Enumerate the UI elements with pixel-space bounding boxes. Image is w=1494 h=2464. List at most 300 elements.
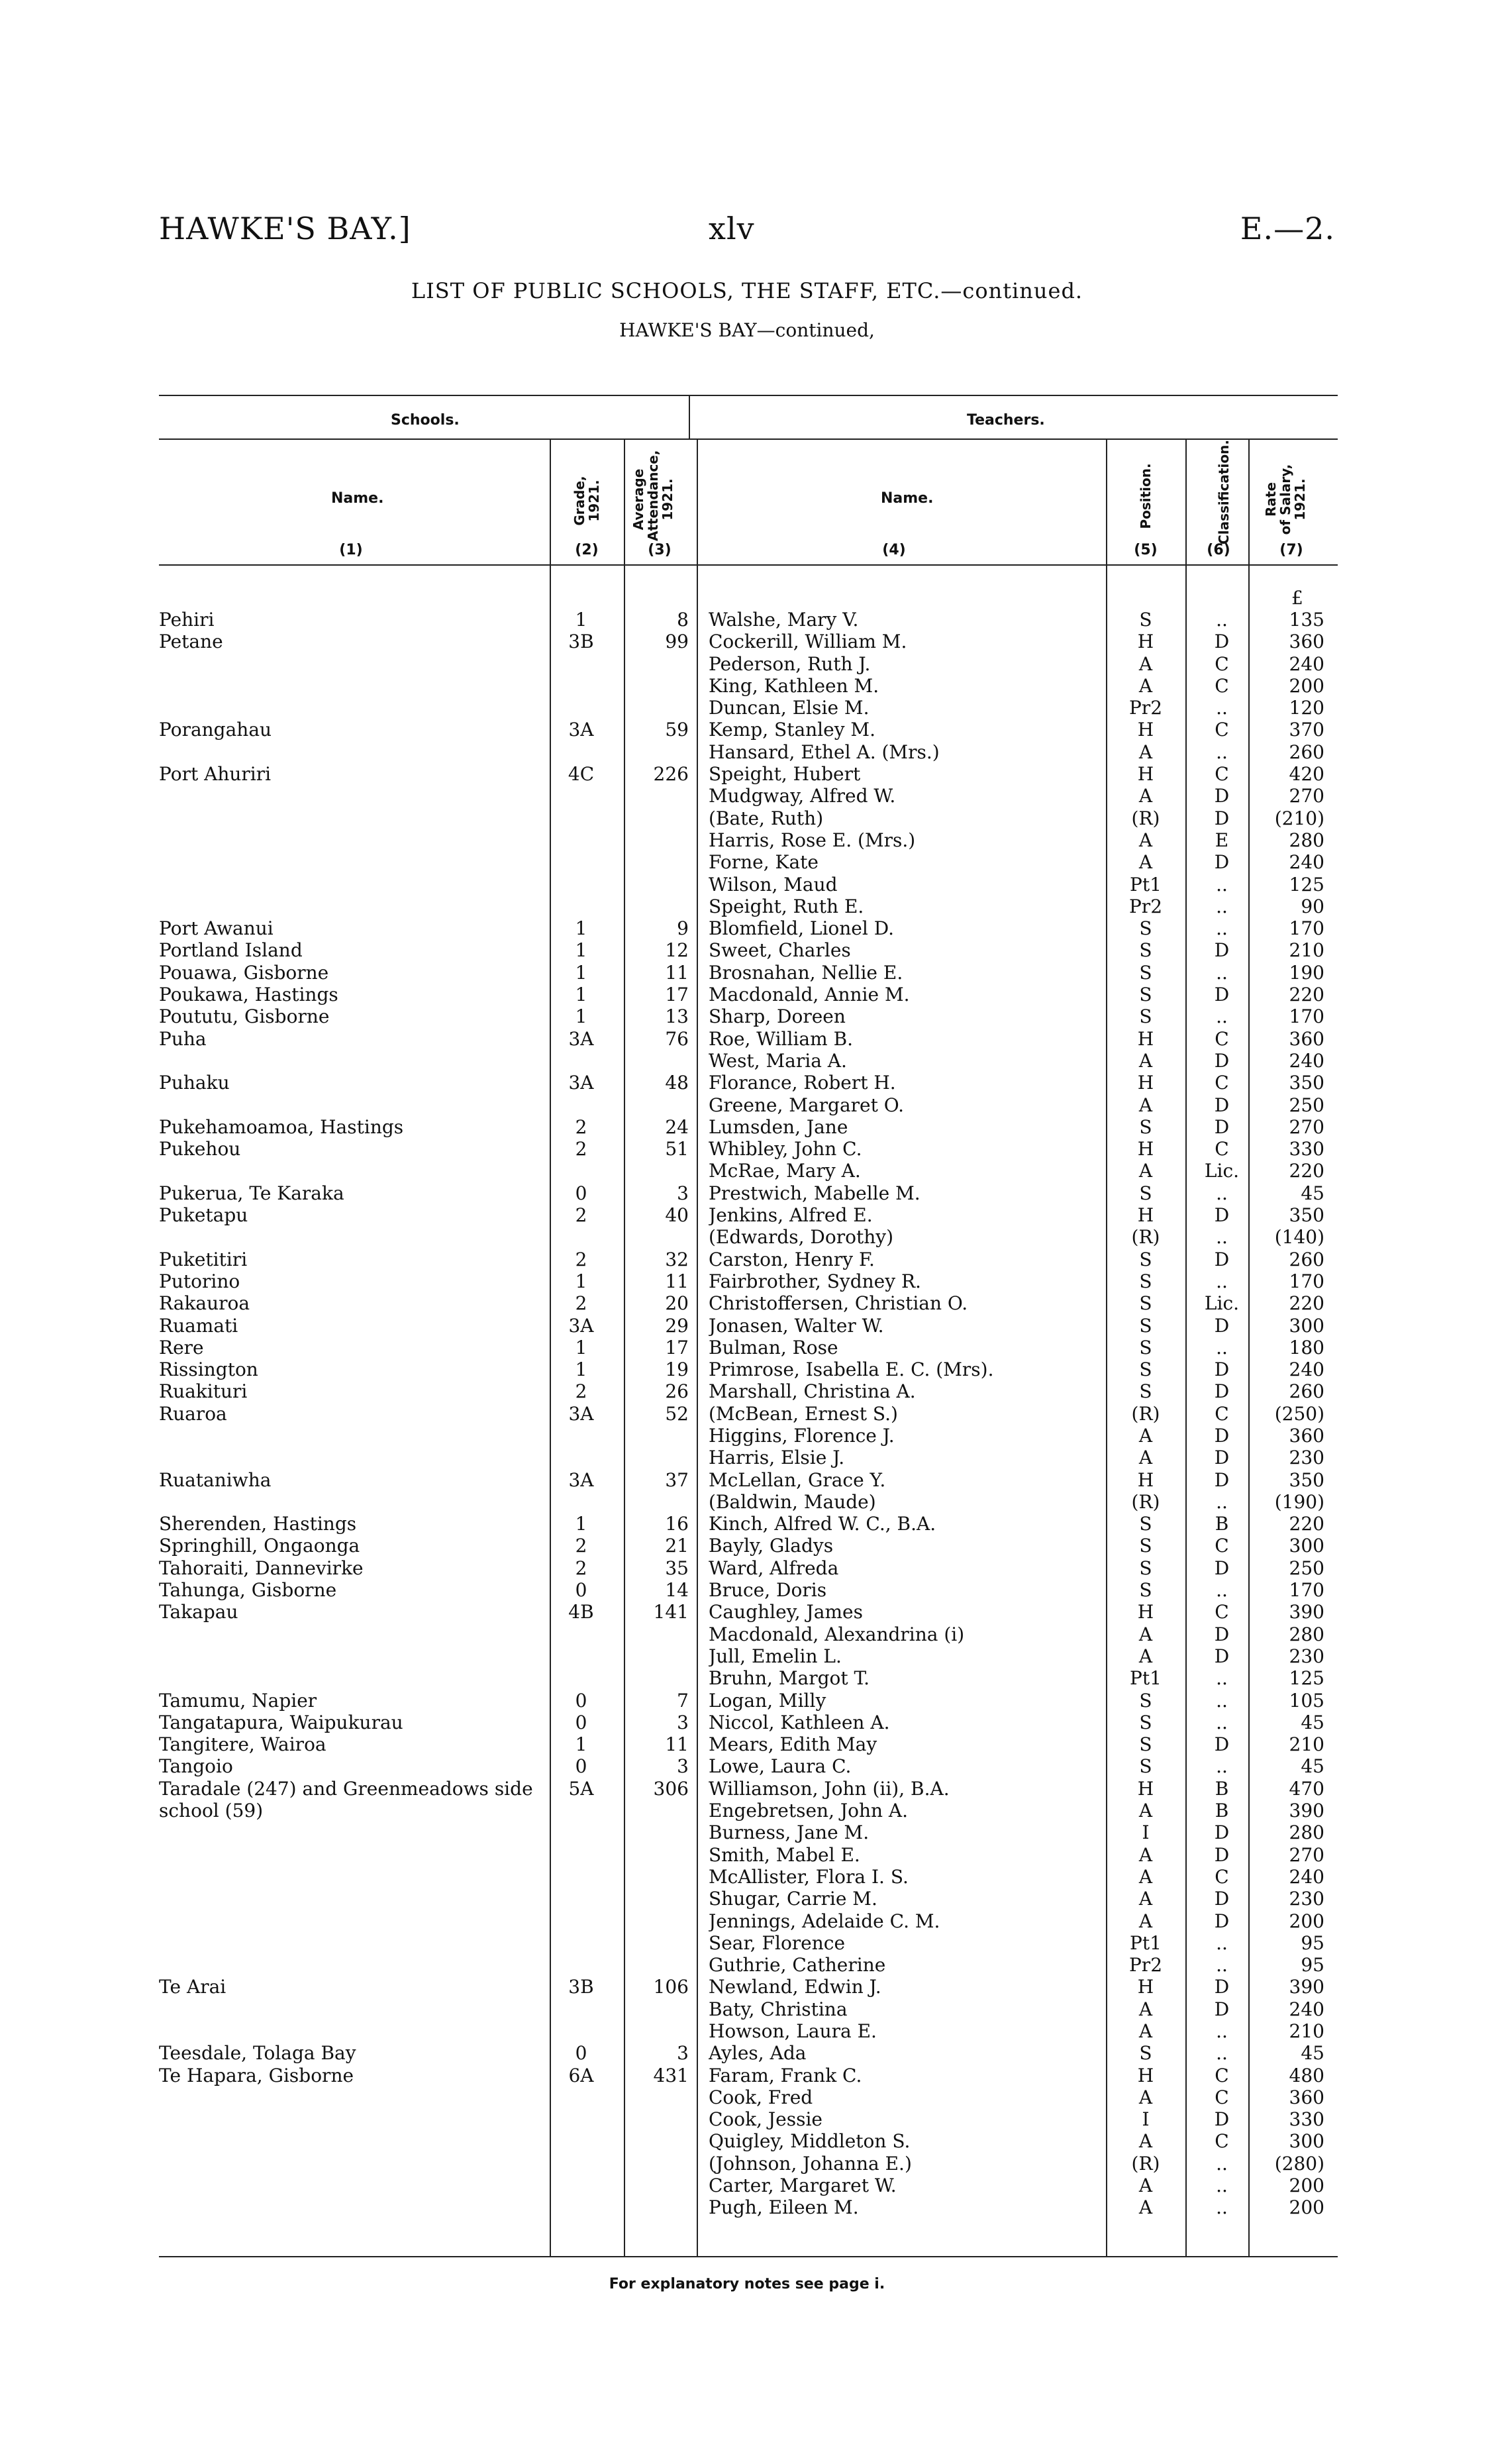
classification: B <box>1215 1513 1229 1535</box>
table-row <box>159 1380 1338 1402</box>
table-row <box>159 1138 1338 1160</box>
salary: 280 <box>1289 1822 1324 1844</box>
attendance: 16 <box>665 1513 689 1535</box>
grade: 2 <box>575 1248 587 1270</box>
attendance: 431 <box>653 2064 689 2086</box>
table-top-rule <box>159 395 1338 396</box>
classification: B <box>1215 1800 1229 1822</box>
grade: 2 <box>575 1380 587 1403</box>
grade: 1 <box>575 1359 587 1381</box>
attendance: 3 <box>677 1755 689 1778</box>
teacher-name: Greene, Margaret O. <box>709 1094 904 1116</box>
position: A <box>1138 2196 1153 2219</box>
col-heading-grade: Grade, 1921. <box>572 476 602 526</box>
table-row <box>159 1226 1338 1248</box>
salary: 240 <box>1289 851 1324 874</box>
attendance: 52 <box>665 1402 689 1425</box>
salary: 300 <box>1289 2130 1324 2153</box>
attendance: 11 <box>665 1270 689 1292</box>
teacher-name: Christoffersen, Christian O. <box>709 1292 968 1315</box>
attendance: 14 <box>665 1579 689 1602</box>
classification: D <box>1214 1822 1230 1844</box>
salary: 280 <box>1289 829 1324 851</box>
grade: 3A <box>568 1314 594 1337</box>
position: A <box>1138 1424 1153 1447</box>
position: H <box>1137 2064 1154 2086</box>
position: A <box>1138 2175 1153 2197</box>
salary: 230 <box>1289 1888 1324 1910</box>
teacher-name: Higgins, Florence J. <box>709 1424 895 1447</box>
table-bottom-rule <box>159 2256 1338 2257</box>
table-row <box>159 939 1338 961</box>
position: H <box>1137 1204 1154 1227</box>
col-heading-classification: Classification. <box>1216 440 1232 544</box>
table-row <box>159 609 1338 631</box>
teacher-name: (Edwards, Dorothy) <box>709 1226 894 1249</box>
school-name: Taradale (247) and Greenmeadows side <box>159 1777 533 1800</box>
position: H <box>1137 719 1154 741</box>
salary: 210 <box>1289 1733 1324 1756</box>
grade: 3B <box>568 631 594 653</box>
attendance: 17 <box>665 984 689 1006</box>
salary: 220 <box>1289 984 1324 1006</box>
school-name: school (59) <box>159 1800 264 1822</box>
position: A <box>1138 741 1153 763</box>
teacher-name: Duncan, Elsie M. <box>709 697 870 719</box>
table-row <box>159 1601 1338 1623</box>
teacher-name: (McBean, Ernest S.) <box>709 1402 898 1425</box>
salary: 350 <box>1289 1468 1324 1491</box>
position: (R) <box>1131 1226 1160 1249</box>
col-heading-position: Position. <box>1138 463 1154 529</box>
table-row <box>159 984 1338 1005</box>
table-row <box>159 1447 1338 1468</box>
table-body <box>159 609 1338 2219</box>
table-row <box>159 2130 1338 2152</box>
classification: C <box>1215 719 1229 741</box>
table-row <box>159 1359 1338 1380</box>
table-row <box>159 1513 1338 1535</box>
school-name: Sherenden, Hastings <box>159 1513 357 1535</box>
footer-note: For explanatory notes see page i. <box>609 2276 885 2292</box>
grade: 1 <box>575 1005 587 1028</box>
attendance: 29 <box>665 1314 689 1337</box>
salary: 170 <box>1289 917 1324 940</box>
position: A <box>1138 1160 1153 1182</box>
school-name: Port Awanui <box>159 917 274 940</box>
salary: (280) <box>1274 2152 1324 2175</box>
salary: 125 <box>1289 1667 1324 1690</box>
classification: C <box>1215 1072 1229 1094</box>
table-row <box>159 697 1338 719</box>
salary: 45 <box>1301 1182 1324 1204</box>
teacher-name: Cockerill, William M. <box>709 631 907 653</box>
school-name: Puha <box>159 1027 207 1050</box>
classification: D <box>1214 2108 1230 2131</box>
attendance: 306 <box>653 1777 689 1800</box>
teacher-name: (Johnson, Johanna E.) <box>709 2152 912 2175</box>
salary: 240 <box>1289 1049 1324 1072</box>
attendance: 35 <box>665 1557 689 1579</box>
table-row <box>159 631 1338 652</box>
classification: D <box>1214 1204 1230 1227</box>
salary: 270 <box>1289 785 1324 807</box>
classification: .. <box>1216 961 1228 984</box>
table-row <box>159 896 1338 917</box>
position: I <box>1142 1822 1150 1844</box>
position: (R) <box>1131 1402 1160 1425</box>
currency-symbol: £ <box>1291 587 1303 609</box>
classification: D <box>1214 1447 1230 1469</box>
table-row <box>159 1998 1338 2020</box>
page-title: LIST OF PUBLIC SCHOOLS, THE STAFF, ETC.—continued. <box>411 278 1083 303</box>
salary: 170 <box>1289 1005 1324 1028</box>
classification: D <box>1214 1910 1230 1932</box>
grade: 0 <box>575 1689 587 1712</box>
school-name: Petane <box>159 631 223 653</box>
col-number-4: (4) <box>882 542 906 558</box>
col-number-7: (7) <box>1279 542 1303 558</box>
teacher-name: Wilson, Maud <box>709 873 838 896</box>
table-row <box>159 1315 1338 1337</box>
grade: 1 <box>575 939 587 962</box>
classification: D <box>1214 1645 1230 1667</box>
teacher-name: Lowe, Laura C. <box>709 1755 852 1778</box>
classification: C <box>1215 1138 1229 1160</box>
teacher-name: Sweet, Charles <box>709 939 851 962</box>
salary: 200 <box>1289 2175 1324 2197</box>
salary: 360 <box>1289 1424 1324 1447</box>
classification: D <box>1214 807 1230 829</box>
table-row <box>159 1403 1338 1425</box>
table-row <box>159 1623 1338 1645</box>
classification: .. <box>1216 1226 1228 1249</box>
attendance: 226 <box>653 763 689 786</box>
salary: 270 <box>1289 1115 1324 1138</box>
teacher-name: Niccol, Kathleen A. <box>709 1711 890 1733</box>
classification: .. <box>1216 1336 1228 1359</box>
position: S <box>1139 1380 1152 1403</box>
school-name: Ruataniwha <box>159 1468 272 1491</box>
position: Pt1 <box>1130 1931 1162 1954</box>
salary: 230 <box>1289 1447 1324 1469</box>
salary: 260 <box>1289 1248 1324 1270</box>
position: Pr2 <box>1128 895 1163 917</box>
classification: D <box>1214 1888 1230 1910</box>
classification: .. <box>1216 609 1228 631</box>
classification: D <box>1214 1314 1230 1337</box>
salary: 125 <box>1289 873 1324 896</box>
teacher-name: Carston, Henry F. <box>709 1248 875 1270</box>
grade: 1 <box>575 1336 587 1359</box>
teacher-name: Blomfield, Lionel D. <box>709 917 895 940</box>
salary: 390 <box>1289 1601 1324 1623</box>
teacher-name: Quigley, Middleton S. <box>709 2130 911 2153</box>
position: H <box>1137 1976 1154 1998</box>
grade: 1 <box>575 1270 587 1292</box>
grade: 1 <box>575 961 587 984</box>
grade: 1 <box>575 984 587 1006</box>
col-number-3: (3) <box>648 542 672 558</box>
salary: 360 <box>1289 1027 1324 1050</box>
attendance: 24 <box>665 1115 689 1138</box>
table-row <box>159 1270 1338 1292</box>
teacher-name: Ayles, Ada <box>709 2042 807 2065</box>
teacher-name: Jenkins, Alfred E. <box>709 1204 873 1227</box>
grade: 2 <box>575 1115 587 1138</box>
teacher-name: Macdonald, Annie M. <box>709 984 910 1006</box>
table-row <box>159 1888 1338 1910</box>
school-name: Poukawa, Hastings <box>159 984 338 1006</box>
position: S <box>1139 1535 1152 1557</box>
teacher-name: Guthrie, Catherine <box>709 1954 886 1976</box>
teacher-name: Jonasen, Walter W. <box>709 1314 884 1337</box>
teacher-name: Logan, Milly <box>709 1689 826 1712</box>
table-row <box>159 1249 1338 1270</box>
position: S <box>1139 1292 1152 1315</box>
position: (R) <box>1131 807 1160 829</box>
teacher-name: Smith, Mabel E. <box>709 1843 860 1866</box>
table-row <box>159 1844 1338 1866</box>
position: A <box>1138 1800 1153 1822</box>
classification: .. <box>1216 1931 1228 1954</box>
salary: 390 <box>1289 1800 1324 1822</box>
grade: 3A <box>568 1072 594 1094</box>
grade: 3A <box>568 719 594 741</box>
table-row <box>159 1028 1338 1050</box>
table-row <box>159 719 1338 741</box>
table-row <box>159 1778 1338 1800</box>
teacher-name: Speight, Hubert <box>709 763 861 786</box>
teacher-name: Whibley, John C. <box>709 1138 862 1160</box>
teacher-name: Walshe, Mary V. <box>709 609 859 631</box>
position: S <box>1139 1336 1152 1359</box>
teacher-name: Carter, Margaret W. <box>709 2175 897 2197</box>
table-row <box>159 1204 1338 1226</box>
classification: .. <box>1216 1755 1228 1778</box>
attendance: 20 <box>665 1292 689 1315</box>
table-row <box>159 1645 1338 1667</box>
teacher-name: McLellan, Grace Y. <box>709 1468 886 1491</box>
grade: 0 <box>575 1755 587 1778</box>
table-row <box>159 1050 1338 1072</box>
salary: 95 <box>1301 1954 1324 1976</box>
classification: .. <box>1216 873 1228 896</box>
attendance: 17 <box>665 1336 689 1359</box>
salary: 135 <box>1289 609 1324 631</box>
grade: 0 <box>575 1711 587 1733</box>
classification: .. <box>1216 1005 1228 1028</box>
salary: 350 <box>1289 1072 1324 1094</box>
classification: C <box>1215 763 1229 786</box>
school-name: Te Arai <box>159 1976 226 1998</box>
salary: 220 <box>1289 1160 1324 1182</box>
position: S <box>1139 1115 1152 1138</box>
teacher-name: Jennings, Adelaide C. M. <box>709 1910 940 1932</box>
salary: 240 <box>1289 1359 1324 1381</box>
teacher-name: King, Kathleen M. <box>709 674 879 697</box>
salary: 350 <box>1289 1204 1324 1227</box>
salary: 360 <box>1289 631 1324 653</box>
school-name: Teesdale, Tolaga Bay <box>159 2042 356 2065</box>
salary: 360 <box>1289 2086 1324 2108</box>
position: A <box>1138 1865 1153 1888</box>
school-name: Putorino <box>159 1270 240 1292</box>
teacher-name: Harris, Rose E. (Mrs.) <box>709 829 916 851</box>
classification: D <box>1214 1359 1230 1381</box>
teacher-name: Baty, Christina <box>709 1998 848 2020</box>
teacher-name: Bulman, Rose <box>709 1336 838 1359</box>
teacher-name: Harris, Elsie J. <box>709 1447 845 1469</box>
table-row <box>159 2020 1338 2042</box>
group-heading-schools: Schools. <box>391 412 460 429</box>
teacher-name: Pederson, Ruth J. <box>709 652 871 675</box>
table-row <box>159 2065 1338 2086</box>
position: S <box>1139 1755 1152 1778</box>
classification: B <box>1215 1777 1229 1800</box>
teacher-name: West, Maria A. <box>709 1049 847 1072</box>
position: A <box>1138 851 1153 874</box>
classification: D <box>1214 1424 1230 1447</box>
classification: .. <box>1216 1270 1228 1292</box>
col-number-2: (2) <box>575 542 599 558</box>
running-header-right: E.—2. <box>1240 211 1335 246</box>
salary: 200 <box>1289 1910 1324 1932</box>
attendance: 51 <box>665 1138 689 1160</box>
salary: 250 <box>1289 1557 1324 1579</box>
teacher-name: Fairbrother, Sydney R. <box>709 1270 921 1292</box>
position: A <box>1138 1623 1153 1645</box>
salary: 230 <box>1289 1645 1324 1667</box>
salary: 480 <box>1289 2064 1324 2086</box>
salary: 105 <box>1289 1689 1324 1712</box>
teacher-name: Hansard, Ethel A. (Mrs.) <box>709 741 940 763</box>
teacher-name: McRae, Mary A. <box>709 1160 861 1182</box>
position: S <box>1139 1557 1152 1579</box>
table-row <box>159 2153 1338 2175</box>
table-row <box>159 1954 1338 1976</box>
teacher-name: Lumsden, Jane <box>709 1115 848 1138</box>
classification: D <box>1214 851 1230 874</box>
school-name: Puketapu <box>159 1204 248 1227</box>
salary: 260 <box>1289 741 1324 763</box>
table-row <box>159 763 1338 785</box>
salary: 370 <box>1289 719 1324 741</box>
classification: .. <box>1216 1689 1228 1712</box>
grade: 2 <box>575 1535 587 1557</box>
salary: (210) <box>1274 807 1324 829</box>
teacher-name: Brosnahan, Nellie E. <box>709 961 903 984</box>
classification: D <box>1214 1976 1230 1998</box>
school-name: Puketitiri <box>159 1248 248 1270</box>
grade: 1 <box>575 1513 587 1535</box>
position: A <box>1138 2086 1153 2108</box>
teacher-name: Pugh, Eileen M. <box>709 2196 859 2219</box>
position: H <box>1137 1468 1154 1491</box>
table-row <box>159 917 1338 939</box>
school-name: Porangahau <box>159 719 272 741</box>
classification: .. <box>1216 2196 1228 2219</box>
group-heading-teachers: Teachers. <box>967 412 1045 429</box>
teacher-name: Mudgway, Alfred W. <box>709 785 896 807</box>
table-row <box>159 1337 1338 1359</box>
position: A <box>1138 1645 1153 1667</box>
classification: D <box>1214 939 1230 962</box>
table-row <box>159 962 1338 984</box>
position: S <box>1139 1314 1152 1337</box>
teacher-name: Roe, William B. <box>709 1027 854 1050</box>
table-row <box>159 1800 1338 1822</box>
divider-schools-teachers <box>689 395 690 438</box>
teacher-name: Forne, Kate <box>709 851 819 874</box>
salary: 270 <box>1289 1843 1324 1866</box>
attendance: 11 <box>665 961 689 984</box>
table-row <box>159 1116 1338 1138</box>
position: (R) <box>1131 1490 1160 1513</box>
classification: D <box>1214 1248 1230 1270</box>
table-row <box>159 807 1338 829</box>
teacher-name: Bruce, Doris <box>709 1579 827 1602</box>
grade: 3A <box>568 1468 594 1491</box>
position: S <box>1139 1005 1152 1028</box>
grade: 4C <box>568 763 595 786</box>
classification: .. <box>1216 2152 1228 2175</box>
grade: 0 <box>575 1182 587 1204</box>
table-row <box>159 1712 1338 1733</box>
salary: 420 <box>1289 763 1324 786</box>
classification: D <box>1214 1557 1230 1579</box>
attendance: 21 <box>665 1535 689 1557</box>
table-row <box>159 1910 1338 1932</box>
classification: .. <box>1216 1954 1228 1976</box>
school-name: Tangitere, Wairoa <box>159 1733 326 1756</box>
position: A <box>1138 1447 1153 1469</box>
classification: D <box>1214 1843 1230 1866</box>
salary: 180 <box>1289 1336 1324 1359</box>
attendance: 19 <box>665 1359 689 1381</box>
attendance: 3 <box>677 2042 689 2065</box>
grade: 2 <box>575 1204 587 1227</box>
teacher-name: Shugar, Carrie M. <box>709 1888 877 1910</box>
table-row <box>159 1690 1338 1712</box>
salary: 280 <box>1289 1623 1324 1645</box>
school-name: Te Hapara, Gisborne <box>159 2064 354 2086</box>
classification: .. <box>1216 895 1228 917</box>
classification: D <box>1214 1115 1230 1138</box>
grade: 4B <box>568 1601 594 1623</box>
classification: .. <box>1216 741 1228 763</box>
table-row <box>159 1292 1338 1314</box>
position: I <box>1142 2108 1150 2131</box>
teacher-name: Bayly, Gladys <box>709 1535 834 1557</box>
position: A <box>1138 2130 1153 2153</box>
teacher-name: Kinch, Alfred W. C., B.A. <box>709 1513 936 1535</box>
teacher-name: Speight, Ruth E. <box>709 895 864 917</box>
attendance: 59 <box>665 719 689 741</box>
position: A <box>1138 652 1153 675</box>
school-name: Ruamati <box>159 1314 238 1337</box>
position: A <box>1138 1094 1153 1116</box>
classification: D <box>1214 1380 1230 1403</box>
grade: 2 <box>575 1292 587 1315</box>
salary: 240 <box>1289 1998 1324 2020</box>
salary: (190) <box>1274 1490 1324 1513</box>
salary: 45 <box>1301 1755 1324 1778</box>
salary: 200 <box>1289 2196 1324 2219</box>
position: A <box>1138 1910 1153 1932</box>
table-row <box>159 1866 1338 1888</box>
classification: .. <box>1216 1490 1228 1513</box>
